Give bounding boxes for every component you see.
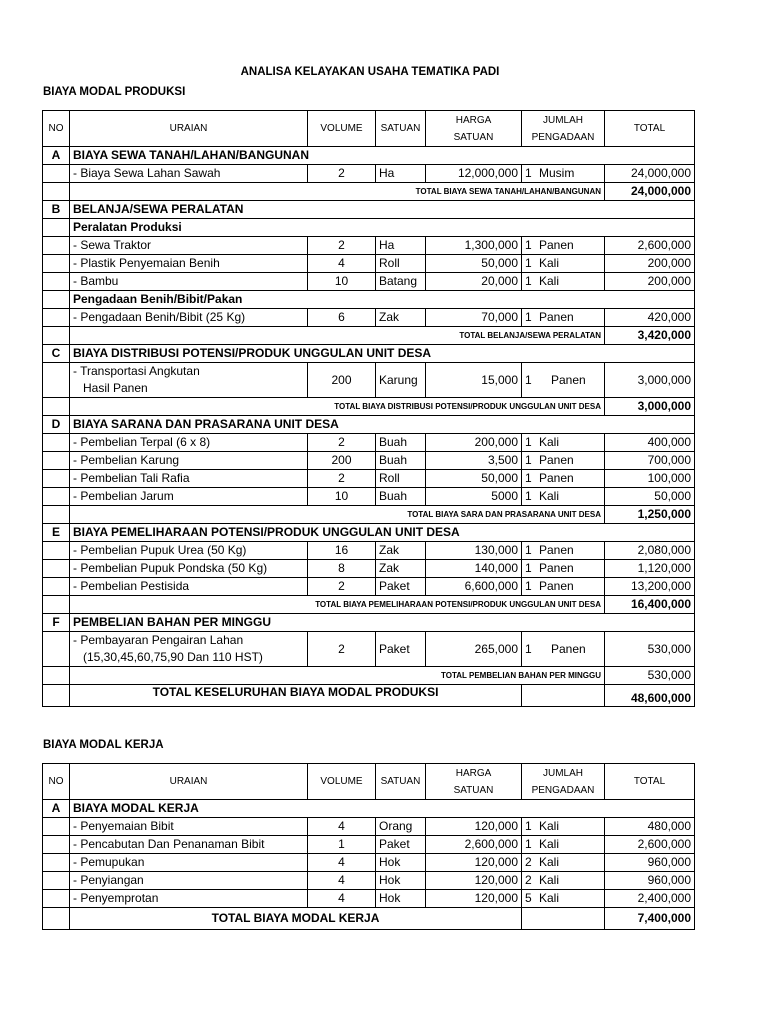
item-volume: 6 <box>308 309 376 327</box>
item-volume: 10 <box>308 273 376 291</box>
subtotal-label: TOTAL BELANJA/SEWA PERALATAN <box>70 327 605 345</box>
item-satuan: Batang <box>376 273 426 291</box>
table-row <box>43 363 695 398</box>
item-uraian: - Penyemaian Bibit <box>70 818 308 836</box>
item-satuan: Hok <box>376 872 426 890</box>
table-row <box>43 237 695 255</box>
item-jumlah: 1 Panen <box>522 452 605 470</box>
category-no: D <box>43 416 70 434</box>
item-satuan: Paket <box>376 578 426 596</box>
grand-total-label: TOTAL BIAYA MODAL KERJA <box>70 908 522 930</box>
item-uraian: - Pembelian Jarum <box>70 488 308 506</box>
header-no: NO <box>43 764 70 800</box>
item-jumlah: 1 Kali <box>522 836 605 854</box>
table-row <box>43 560 695 578</box>
grand-total-value: 48,600,000 <box>605 685 695 707</box>
item-jumlah: 1 Panen <box>522 560 605 578</box>
table-row <box>43 470 695 488</box>
item-volume: 4 <box>308 818 376 836</box>
item-volume: 1 <box>308 836 376 854</box>
item-volume: 4 <box>308 872 376 890</box>
item-volume: 2 <box>308 237 376 255</box>
category-row <box>43 524 695 542</box>
item-jumlah: 1 Panen <box>522 237 605 255</box>
grand-total-row <box>43 685 695 707</box>
item-uraian: - Penyemprotan <box>70 890 308 908</box>
item-jumlah: 1 Panen <box>522 542 605 560</box>
table-row <box>43 434 695 452</box>
item-total: 530,000 <box>605 632 695 667</box>
subtotal-value: 530,000 <box>605 667 695 685</box>
item-uraian: - Pemupukan <box>70 854 308 872</box>
table-row <box>43 632 695 667</box>
item-satuan: Buah <box>376 452 426 470</box>
item-jumlah: 1 Panen <box>522 363 605 398</box>
table-row <box>43 542 695 560</box>
category-title: BIAYA PEMELIHARAAN POTENSI/PRODUK UNGGULAN UNIT DESA <box>70 524 695 542</box>
item-jumlah: 1 Panen <box>522 578 605 596</box>
subtotal-row <box>43 667 695 685</box>
grand-total-label: TOTAL KESELURUHAN BIAYA MODAL PRODUKSI <box>70 685 522 707</box>
item-uraian: - Pencabutan Dan Penanaman Bibit <box>70 836 308 854</box>
header-volume: VOLUME <box>308 764 376 800</box>
table-row <box>43 836 695 854</box>
subcategory-title: Peralatan Produksi <box>70 219 695 237</box>
item-uraian: - Biaya Sewa Lahan Sawah <box>70 165 308 183</box>
subcategory-row <box>43 219 695 237</box>
item-uraian: - Pembayaran Pengairan Lahan (15,30,45,60,75,90 Dan 110 HST) <box>70 632 308 667</box>
item-volume: 2 <box>308 434 376 452</box>
modal-produksi-table <box>42 110 695 707</box>
item-satuan: Buah <box>376 434 426 452</box>
subtotal-value: 16,400,000 <box>605 596 695 614</box>
item-volume: 2 <box>308 470 376 488</box>
modal-kerja-table <box>42 763 695 930</box>
item-jumlah: 1 Kali <box>522 818 605 836</box>
item-volume: 2 <box>308 578 376 596</box>
item-uraian: - Sewa Traktor <box>70 237 308 255</box>
subtotal-row <box>43 596 695 614</box>
header-total: TOTAL <box>605 111 695 147</box>
item-satuan: Karung <box>376 363 426 398</box>
subtotal-row <box>43 183 695 201</box>
table-row <box>43 273 695 291</box>
subcategory-title: Pengadaan Benih/Bibit/Pakan <box>70 291 695 309</box>
item-harga: 6,600,000 <box>426 578 522 596</box>
item-uraian: - Pembelian Tali Rafia <box>70 470 308 488</box>
item-satuan: Zak <box>376 542 426 560</box>
item-total: 200,000 <box>605 255 695 273</box>
table-row <box>43 818 695 836</box>
item-jumlah: 1 Musim <box>522 165 605 183</box>
item-harga: 70,000 <box>426 309 522 327</box>
header-harga: HARGA SATUAN <box>426 764 522 800</box>
category-row <box>43 614 695 632</box>
subtotal-label: TOTAL BIAYA DISTRIBUSI POTENSI/PRODUK UNGGULAN UNIT DESA <box>70 398 605 416</box>
subtotal-label: TOTAL BIAYA SEWA TANAH/LAHAN/BANGUNAN <box>70 183 605 201</box>
item-uraian: - Pembelian Karung <box>70 452 308 470</box>
subtotal-label: TOTAL BIAYA PEMELIHARAAN POTENSI/PRODUK UNGGULAN UNIT DESA <box>70 596 605 614</box>
item-harga: 120,000 <box>426 818 522 836</box>
subtotal-value: 3,000,000 <box>605 398 695 416</box>
header-uraian: URAIAN <box>70 111 308 147</box>
item-volume: 10 <box>308 488 376 506</box>
item-satuan: Hok <box>376 854 426 872</box>
item-jumlah: 1 Panen <box>522 470 605 488</box>
item-harga: 130,000 <box>426 542 522 560</box>
subtotal-value: 3,420,000 <box>605 327 695 345</box>
item-harga: 200,000 <box>426 434 522 452</box>
table-row <box>43 309 695 327</box>
subtotal-row <box>43 398 695 416</box>
item-uraian: - Pembelian Terpal (6 x 8) <box>70 434 308 452</box>
item-jumlah: 1 Kali <box>522 255 605 273</box>
section-heading-modal-produksi: BIAYA MODAL PRODUKSI <box>43 86 186 98</box>
item-harga: 120,000 <box>426 854 522 872</box>
category-no: F <box>43 614 70 632</box>
item-harga: 50,000 <box>426 255 522 273</box>
item-jumlah: 1 Kali <box>522 273 605 291</box>
item-total: 960,000 <box>605 854 695 872</box>
subtotal-row <box>43 327 695 345</box>
category-title: BIAYA SARANA DAN PRASARANA UNIT DESA <box>70 416 695 434</box>
header-harga: HARGA SATUAN <box>426 111 522 147</box>
item-volume: 200 <box>308 452 376 470</box>
category-title: PEMBELIAN BAHAN PER MINGGU <box>70 614 695 632</box>
header-jumlah: JUMLAH PENGADAAN <box>522 764 605 800</box>
table-row <box>43 452 695 470</box>
item-satuan: Roll <box>376 470 426 488</box>
category-no: B <box>43 201 70 219</box>
category-no: C <box>43 345 70 363</box>
item-total: 24,000,000 <box>605 165 695 183</box>
item-harga: 140,000 <box>426 560 522 578</box>
category-row <box>43 800 695 818</box>
page-title: ANALISA KELAYAKAN USAHA TEMATIKA PADI <box>240 66 500 78</box>
item-uraian: - Pembelian Pupuk Urea (50 Kg) <box>70 542 308 560</box>
item-total: 100,000 <box>605 470 695 488</box>
category-row <box>43 345 695 363</box>
item-total: 2,080,000 <box>605 542 695 560</box>
header-satuan: SATUAN <box>376 764 426 800</box>
item-volume: 8 <box>308 560 376 578</box>
item-total: 200,000 <box>605 273 695 291</box>
item-total: 3,000,000 <box>605 363 695 398</box>
item-volume: 4 <box>308 255 376 273</box>
item-satuan: Buah <box>376 488 426 506</box>
item-jumlah: 1 Kali <box>522 488 605 506</box>
item-jumlah: 2 Kali <box>522 854 605 872</box>
item-volume: 2 <box>308 165 376 183</box>
item-volume: 2 <box>308 632 376 667</box>
table-row <box>43 890 695 908</box>
item-total: 420,000 <box>605 309 695 327</box>
item-uraian: - Bambu <box>70 273 308 291</box>
item-volume: 4 <box>308 890 376 908</box>
item-uraian: - Pembelian Pestisida <box>70 578 308 596</box>
item-harga: 12,000,000 <box>426 165 522 183</box>
table-row <box>43 165 695 183</box>
item-satuan: Roll <box>376 255 426 273</box>
item-harga: 120,000 <box>426 890 522 908</box>
item-volume: 200 <box>308 363 376 398</box>
item-harga: 265,000 <box>426 632 522 667</box>
item-jumlah: 2 Kali <box>522 872 605 890</box>
item-total: 700,000 <box>605 452 695 470</box>
grand-total-value: 7,400,000 <box>605 908 695 930</box>
table-header-row <box>43 764 695 800</box>
table-row <box>43 255 695 273</box>
item-harga: 50,000 <box>426 470 522 488</box>
item-harga: 1,300,000 <box>426 237 522 255</box>
item-total: 400,000 <box>605 434 695 452</box>
category-title: BIAYA SEWA TANAH/LAHAN/BANGUNAN <box>70 147 695 165</box>
subtotal-value: 1,250,000 <box>605 506 695 524</box>
item-harga: 120,000 <box>426 872 522 890</box>
item-volume: 16 <box>308 542 376 560</box>
subtotal-value: 24,000,000 <box>605 183 695 201</box>
item-total: 480,000 <box>605 818 695 836</box>
header-volume: VOLUME <box>308 111 376 147</box>
table-row <box>43 578 695 596</box>
item-uraian: - Pembelian Pupuk Pondska (50 Kg) <box>70 560 308 578</box>
table-row <box>43 872 695 890</box>
item-total: 2,400,000 <box>605 890 695 908</box>
header-total: TOTAL <box>605 764 695 800</box>
item-uraian: - Transportasi Angkutan Hasil Panen <box>70 363 308 398</box>
item-total: 50,000 <box>605 488 695 506</box>
item-satuan: Ha <box>376 237 426 255</box>
category-row <box>43 147 695 165</box>
item-jumlah: 1 Panen <box>522 632 605 667</box>
subtotal-row <box>43 506 695 524</box>
item-total: 1,120,000 <box>605 560 695 578</box>
category-no: E <box>43 524 70 542</box>
header-satuan: SATUAN <box>376 111 426 147</box>
item-total: 2,600,000 <box>605 237 695 255</box>
category-title: BIAYA DISTRIBUSI POTENSI/PRODUK UNGGULAN UNIT DESA <box>70 345 695 363</box>
grand-total-row <box>43 908 695 930</box>
category-title: BELANJA/SEWA PERALATAN <box>70 201 695 219</box>
item-harga: 5000 <box>426 488 522 506</box>
item-harga: 15,000 <box>426 363 522 398</box>
item-jumlah: 1 Kali <box>522 434 605 452</box>
section-heading-modal-kerja: BIAYA MODAL KERJA <box>43 739 164 751</box>
item-harga: 2,600,000 <box>426 836 522 854</box>
item-harga: 3,500 <box>426 452 522 470</box>
subtotal-label: TOTAL BIAYA SARA DAN PRASARANA UNIT DESA <box>70 506 605 524</box>
category-no: A <box>43 147 70 165</box>
item-jumlah: 5 Kali <box>522 890 605 908</box>
table-row <box>43 488 695 506</box>
item-total: 13,200,000 <box>605 578 695 596</box>
table-header-row <box>43 111 695 147</box>
item-harga: 20,000 <box>426 273 522 291</box>
category-title: BIAYA MODAL KERJA <box>70 800 695 818</box>
item-volume: 4 <box>308 854 376 872</box>
subtotal-label: TOTAL PEMBELIAN BAHAN PER MINGGU <box>70 667 605 685</box>
item-satuan: Zak <box>376 309 426 327</box>
item-uraian: - Plastik Penyemaian Benih <box>70 255 308 273</box>
table-row <box>43 854 695 872</box>
header-uraian: URAIAN <box>70 764 308 800</box>
item-satuan: Hok <box>376 890 426 908</box>
item-satuan: Zak <box>376 560 426 578</box>
category-no: A <box>43 800 70 818</box>
header-no: NO <box>43 111 70 147</box>
subcategory-row <box>43 291 695 309</box>
item-jumlah: 1 Panen <box>522 309 605 327</box>
item-satuan: Ha <box>376 165 426 183</box>
item-satuan: Paket <box>376 632 426 667</box>
item-uraian: - Penyiangan <box>70 872 308 890</box>
item-satuan: Paket <box>376 836 426 854</box>
item-total: 2,600,000 <box>605 836 695 854</box>
header-jumlah: JUMLAH PENGADAAN <box>522 111 605 147</box>
category-row <box>43 416 695 434</box>
item-satuan: Orang <box>376 818 426 836</box>
category-row <box>43 201 695 219</box>
item-total: 960,000 <box>605 872 695 890</box>
item-uraian: - Pengadaan Benih/Bibit (25 Kg) <box>70 309 308 327</box>
